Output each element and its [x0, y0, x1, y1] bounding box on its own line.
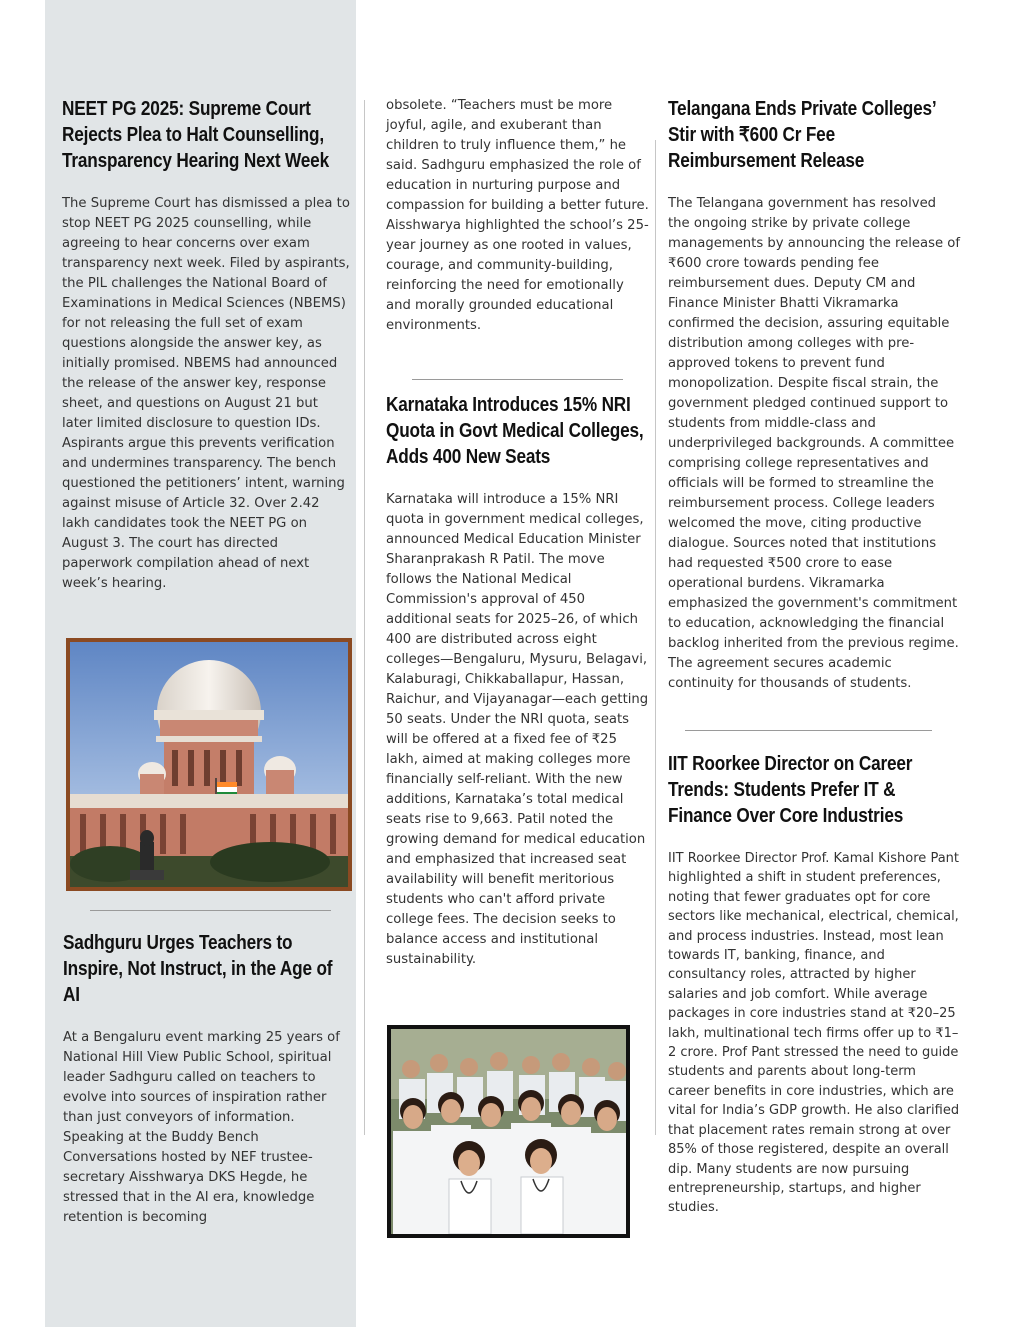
- headline-iit: IIT Roorkee Director on Career Trends: Students Prefer IT & Finance Over Core Industries: [668, 753, 913, 827]
- body-telangana: The Telangana government has resolved the ongoing strike by private college managements by announcing the release of ₹600 crore towards pending fee reimbursement dues. Deputy CM and Finance Minister Bhatti Vikramarka confirmed the decision, assuring equitable distribution among colleges with pre-approved tokens to prevent fund monopolization. Despite fiscal strain, the government pledged continued support to students from middle-class and underprivileged backgrounds. A committee comprising college representatives and officials will be formed to streamline the reimbursement process. College leaders welcomed the move, citing productive dialogue. Sources noted that institutions had requested ₹500 crore to ease operational burdens. Vikramarka emphasized the government's commitment to education, acknowledging the financial backlog inherited from the previous regime. The agreement secures academic continuity for thousands of students.: [668, 196, 961, 691]
- column-middle: [386, 96, 649, 336]
- body-iit: IIT Roorkee Director Prof. Kamal Kishore Pant highlighted a shift in student preferences, noting that fewer graduates opt for core sectors like mechanical, electrical, chemical, and process industries. Instead, most lean towards IT, banking, finance, and consultancy roles, attracted by higher salaries and job comfort. While average packages in core industries stand at ₹20–25 lakh, multinational tech firms offer up to ₹1–2 crore. Prof Pant stressed the need to guide students and parents about long-term career benefits in core industries, which are vital for India’s GDP growth. He also clarified that placement rates remain strong at over 85% of those registered, despite an overall dip. Many students are now pursuing entrepreneurship, startups, and higher studies.: [668, 851, 960, 1216]
- column-right-lower: [668, 751, 960, 1218]
- divider-col3: [685, 730, 932, 731]
- headline-neet: NEET PG 2025: Supreme Court Rejects Plea to Halt Counselling, Transparency Hearing Next Week: [62, 98, 329, 172]
- body-sadhguru-part2: obsolete. “Teachers must be more joyful, agile, and exuberant than children to truly influence them,” he said. Sadhguru emphasized the role of education in nurturing purpose and compassion for building a better future. Aisshwarya highlighted the school’s 25-year journey as one rooted in values, courage, and community-building, reinforcing the need for emotionally and morally grounded educational environments.: [386, 98, 649, 333]
- medical-students-illustration: [391, 1029, 626, 1234]
- headline-sadhguru: Sadhguru Urges Teachers to Inspire, Not Instruct, in the Age of AI: [63, 932, 333, 1006]
- body-sadhguru-part1: At a Bengaluru event marking 25 years of National Hill View Public School, spiritual leader Sadhguru called on teachers to evolve into sources of inspiration rather than just conveyors of information. Speaking at the Buddy Bench Conversations hosted by NEF trustee-secretary Aisshwarya DKS Hegde, he stressed that in the AI era, knowledge retention is becoming: [63, 1030, 340, 1225]
- column-left: [62, 96, 350, 594]
- column-divider-2: [655, 140, 656, 1135]
- supreme-court-photo: [66, 638, 352, 891]
- headline-telangana: Telangana Ends Private Colleges’ Stir with ₹600 Cr Fee Reimbursement Release: [668, 98, 936, 172]
- column-divider-1: [364, 100, 365, 1135]
- medical-students-photo: [387, 1025, 630, 1238]
- body-karnataka: Karnataka will introduce a 15% NRI quota in government medical colleges, announced Medical Education Minister Sharanprakash R Patil. The move follows the National Medical Commission's approval of 450 additional seats for 2025–26, of which 400 are distributed across eight colleges—Bengaluru, Mysuru, Belagavi, Kalaburagi, Chikkaballapur, Hassan, Raichur, and Vijayanagar—each getting 50 seats. Under the NRI quota, seats will be offered at a fixed fee of ₹25 lakh, aimed at making colleges more financially self-reliant. With the new additions, Karnataka’s total medical seats rise to 9,663. Patil noted the growing demand for medical education and emphasized that increased seat availability will benefit meritorious students who can't afford private college fees. The decision seeks to balance access and institutional sustainability.: [386, 492, 649, 967]
- headline-karnataka: Karnataka Introduces 15% NRI Quota in Govt Medical Colleges, Adds 400 New Seats: [386, 394, 644, 468]
- column-right: [668, 96, 960, 694]
- divider-col2: [412, 379, 623, 380]
- column-middle-lower: [386, 392, 651, 970]
- body-neet: The Supreme Court has dismissed a plea to stop NEET PG 2025 counselling, while agreeing to hear concerns over exam transparency next week. Filed by aspirants, the PIL challenges the National Board of Examinations in Medical Sciences (NBEMS) for not releasing the full set of exam questions alongside the answer key, as initially promised. NBEMS had announced the release of the answer key, response sheet, and questions on August 21 but later limited disclosure to question IDs. Aspirants argue this prevents verification and undermines transparency. The bench questioned the petitioners’ intent, warning against misuse of Article 32. Over 2.42 lakh candidates took the NEET PG on August 3. The court has directed paperwork compilation ahead of next week’s hearing.: [62, 196, 350, 591]
- column-left-lower: [63, 930, 351, 1228]
- supreme-court-illustration: [70, 642, 348, 887]
- divider-col1: [90, 910, 331, 911]
